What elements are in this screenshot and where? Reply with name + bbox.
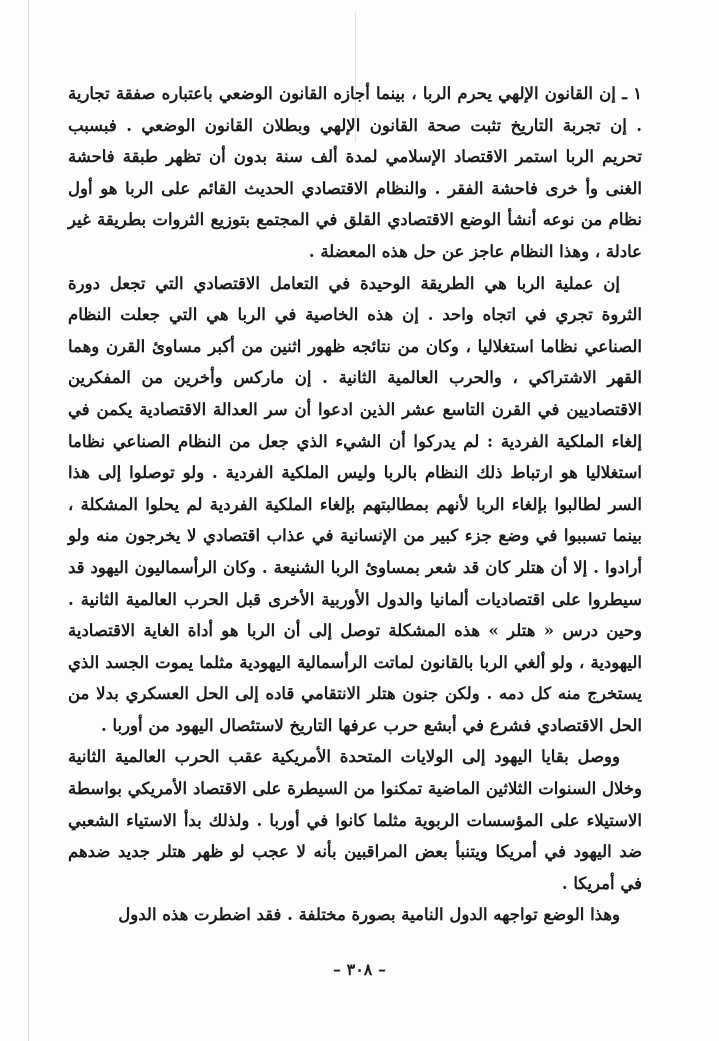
paragraph-3: ووصل بقايا اليهود إلى الولايات المتحدة الأمريكية عقب الحرب العالمية الثانية وخلال السنوات الثلاثين الماضية تمكنوا من السيطرة على الاقتصاد الأمريكي بواسطة الاستيلاء على المؤسسات الربوية مثلما كانوا في أوربا . ولذلك بدأ الاستياء الشعبي ضد اليهود في أمريكا ويتنبأ بعض المراقبين بأنه لا عجب لو ظهر هتلر جديد ضدهم في أمريكا . [68,747,642,893]
paragraph-2: إن عملية الربا هي الطريقة الوحيدة في التعامل الاقتصادي التي تجعل دورة الثروة تجري في اتجاه واحد . إن هذه الخاصية في الربا هي التي جعلت النظام الصناعي نظاما استغلاليا ، وكان من نتائجه ظهور اثنين من أكبر مساوئ القرن وهما القهر الاشتراكي ، والحرب العالمية الثانية . إن ماركس وأخرين من المفكرين الاقتصاديين في القرن التاسع عشر الذين ادعوا أن سر العدالة الاقتصادية يكمن في إلغاء الملكية الفردية : لم يدركوا أن الشيء الذي جعل من النظام الصناعي نظاما استغلاليا هو ارتباط ذلك النظام بالربا وليس الملكية الفردية . ولو توصلوا إلى هذا السر لطالبوا بإلغاء الربا لأنهم بمطالبتهم بإلغاء الملكية الفردية لم يحلوا المشكلة ، بينما تسببوا في وضع جزء كبير من الإنسانية في عذاب اقتصادي لا يخرجون منه ولو أرادوا . إلا أن هتلر كان قد شعر بمساوئ الربا الشنيعة . وكان الرأسماليون اليهود قد سيطروا على اقتصاديات ألمانيا والدول الأوربية الأخرى قبل الحرب العالمية الثانية . وحين درس « هتلر » هذه المشكلة توصل إلى أن الربا هو أداة الغاية الاقتصادية اليهودية ، ولو ألغي الربا بالقانون لماتت الرأسمالية اليهودية مثلما يموت الجسد الذي يستخرج منه كل دمه . ولكن جنون هتلر الانتقامي قاده إلى الحل العسكري بدلا من الحل الاقتصادي فشرع في أبشع حرب عرفها التاريخ لاستئصال اليهود من أوربا . [68,273,642,735]
page-number: – ٣٠٨ – [333,960,386,979]
paragraph-1: ١ ـ إن القانون الإلهي يحرم الربا ، بينما أجازه القانون الوضعي باعتباره صفقة تجارية . إن تجربة التاريخ تثبت صحة القانون الإلهي وبطلان القانون الوضعي . فبسبب تحريم الربا استمر الاقتصاد الإسلامي لمدة ألف سنة بدون أن تظهر طبقة فاحشة الغنى وأ خرى فاحشة الفقر . والنظام الاقتصادي الحديث القائم على الربا هو أول نظام من نوعه أنشأ الوضع الاقتصادي القلق في المجتمع بتوزيع الثروات بطريقة غير عادلة ، وهذا النظام عاجز عن حل هذه المعضلة . [68,84,642,261]
scan-edge-line [28,0,29,1041]
body-text [68,78,642,931]
paragraph-4: وهذا الوضع تواجهه الدول النامية بصورة مختلفة . فقد اضطرت هذه الدول [118,905,620,925]
